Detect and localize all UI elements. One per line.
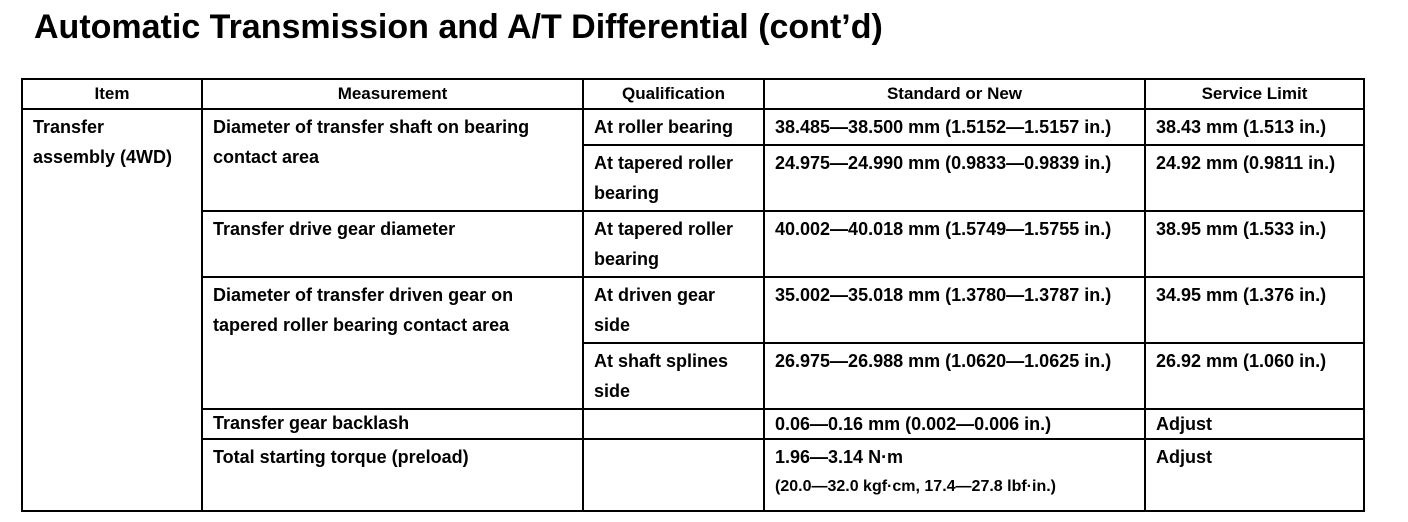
qualification-cell xyxy=(583,409,764,439)
qualification-cell: At shaft splines side xyxy=(583,343,764,409)
header-service-limit: Service Limit xyxy=(1145,79,1364,109)
standard-cell: 40.002—40.018 mm (1.5749—1.5755 in.) xyxy=(764,211,1145,277)
qualification-cell: At driven gear side xyxy=(583,277,764,343)
measurement-cell: Diameter of transfer driven gear on tapered roller bearing contact area xyxy=(202,277,583,409)
spec-table xyxy=(21,78,1365,512)
standard-cell xyxy=(764,439,1145,511)
table-row xyxy=(22,439,1364,511)
measurement-cell: Total starting torque (preload) xyxy=(202,439,583,511)
item-cell: Transfer assembly (4WD) xyxy=(22,109,202,511)
measurement-cell: Transfer drive gear diameter xyxy=(202,211,583,277)
standard-value: 1.96—3.14 N·m xyxy=(775,447,904,467)
standard-cell: 35.002—35.018 mm (1.3780—1.3787 in.) xyxy=(764,277,1145,343)
table-row xyxy=(22,409,1364,439)
service-limit-cell: Adjust xyxy=(1145,439,1364,511)
service-limit-cell: 34.95 mm (1.376 in.) xyxy=(1145,277,1364,343)
standard-value-sub: (20.0—32.0 kgf·cm, 17.4—27.8 lbf·in.) xyxy=(775,478,1056,495)
measurement-cell: Transfer gear backlash xyxy=(202,409,583,439)
qualification-cell xyxy=(583,439,764,511)
service-limit-cell: 38.95 mm (1.533 in.) xyxy=(1145,211,1364,277)
standard-cell: 24.975—24.990 mm (0.9833—0.9839 in.) xyxy=(764,145,1145,211)
table-header-row xyxy=(22,79,1364,109)
standard-cell: 0.06—0.16 mm (0.002—0.006 in.) xyxy=(764,409,1145,439)
header-measurement: Measurement xyxy=(202,79,583,109)
table-row xyxy=(22,211,1364,277)
header-item: Item xyxy=(22,79,202,109)
qualification-cell: At tapered roller bearing xyxy=(583,145,764,211)
qualification-cell: At tapered roller bearing xyxy=(583,211,764,277)
standard-cell: 38.485—38.500 mm (1.5152—1.5157 in.) xyxy=(764,109,1145,145)
qualification-cell: At roller bearing xyxy=(583,109,764,145)
service-limit-cell: 24.92 mm (0.9811 in.) xyxy=(1145,145,1364,211)
service-limit-cell: 38.43 mm (1.513 in.) xyxy=(1145,109,1364,145)
standard-cell: 26.975—26.988 mm (1.0620—1.0625 in.) xyxy=(764,343,1145,409)
header-standard: Standard or New xyxy=(764,79,1145,109)
table-row xyxy=(22,109,1364,145)
service-limit-cell: Adjust xyxy=(1145,409,1364,439)
service-limit-cell: 26.92 mm (1.060 in.) xyxy=(1145,343,1364,409)
page-title: Automatic Transmission and A/T Differential (cont’d) xyxy=(34,8,883,46)
measurement-cell: Diameter of transfer shaft on bearing contact area xyxy=(202,109,583,211)
header-qualification: Qualification xyxy=(583,79,764,109)
table-row xyxy=(22,277,1364,343)
